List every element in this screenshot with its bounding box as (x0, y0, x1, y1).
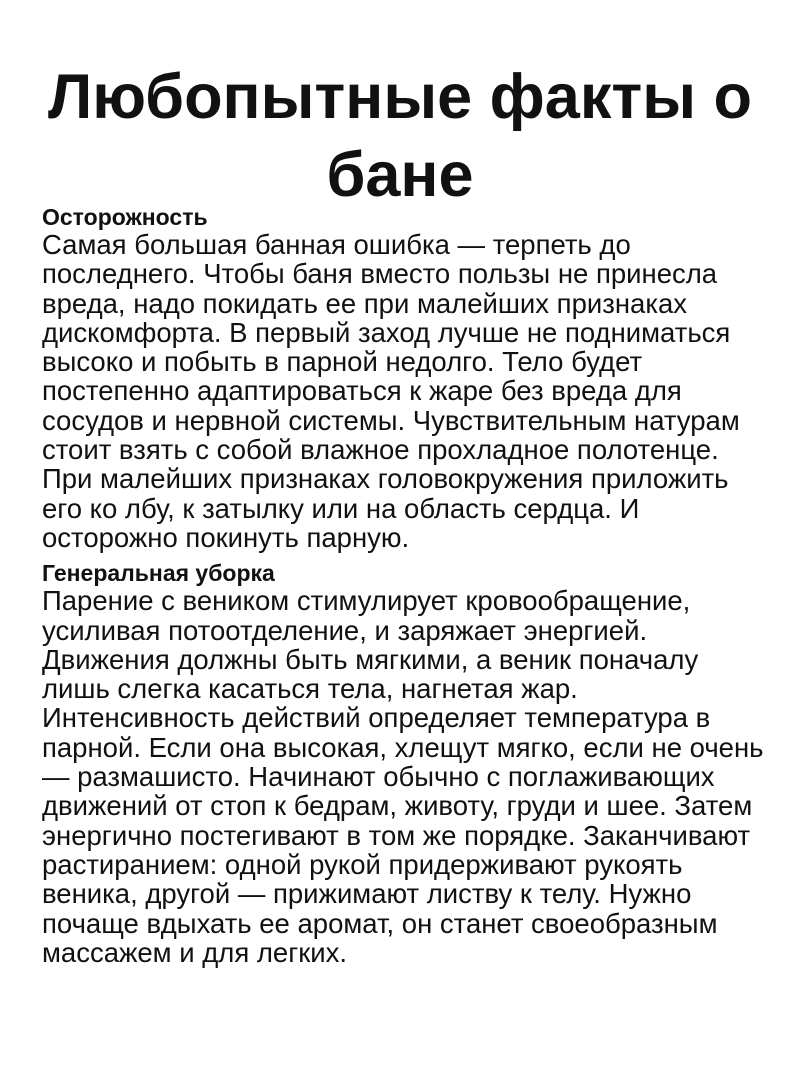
page-title: Любопытные факты о бане (47, 62, 752, 210)
section-heading: Осторожность (42, 204, 208, 230)
section-general-cleaning (42, 560, 767, 967)
section-caution (42, 204, 767, 552)
section-body: Самая большая банная ошибка — терпеть до последнего. Чтобы баня вместо пользы не принесла вреда, надо покидать ее при малейших признаках дискомфорта. В первый заход лучше не подниматься высоко и побыть в парной недолго. Тело будет постепенно адаптироваться к жаре без вреда для сосудов и нервной системы. Чувствительным натурам стоит взять с собой влажное прохладное полотенце. При малейших признаках головокружения приложить его ко лбу, к затылку или на область сердца. И осторожно покинуть парную. (42, 229, 740, 553)
section-heading: Генеральная уборка (42, 560, 275, 587)
article-content (42, 204, 767, 967)
section-body: Парение с веником стимулирует кровообращение, усиливая потоотделение, и заряжает энергией. Движения должны быть мягкими, а веник поначалу лишь слегка касаться тела, нагнетая жар. Интенсивность действий определяет температура в парной. Если она высокая, хлещут мягко, если не очень — размашисто. Начинают обычно с поглаживающих движений от стоп к бедрам, животу, груди и шее. Затем энергично постегивают в том же порядке. Заканчивают растиранием: одной рукой придерживают рукоять веника, другой — прижимают листву к телу. Нужно почаще вдыхать ее аромат, он станет своеобразным массажем и для легких. (42, 585, 764, 968)
